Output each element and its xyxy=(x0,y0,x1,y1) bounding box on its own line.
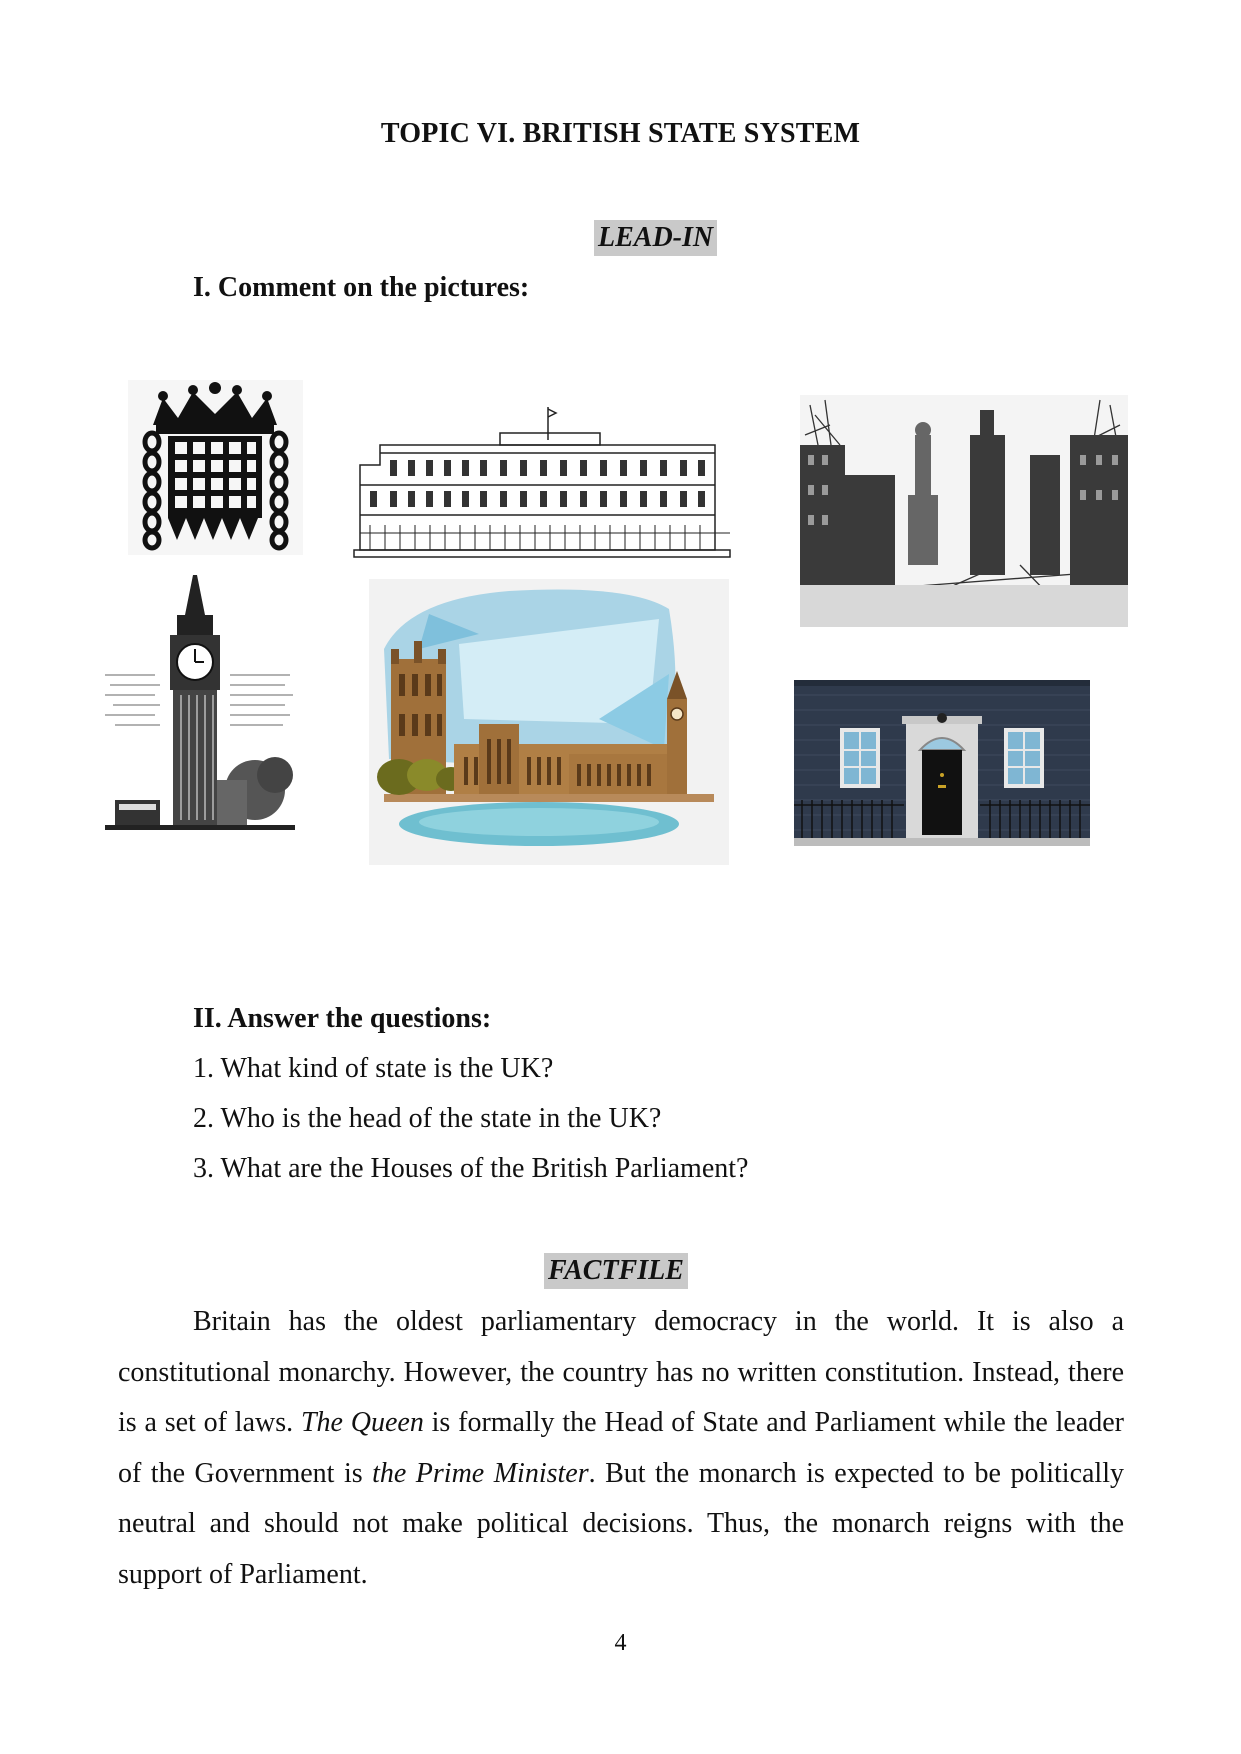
paragraph-emphasis-prime-minister: the Prime Minister xyxy=(372,1457,589,1489)
task-2-heading: II. Answer the questions: xyxy=(193,1003,492,1034)
question-1: 1. What kind of state is the UK? xyxy=(193,1053,554,1084)
portcullis-emblem-image xyxy=(128,380,303,555)
big-ben-engraving-image xyxy=(105,575,295,845)
paragraph-emphasis-queen: The Queen xyxy=(300,1407,424,1438)
whitehall-street-sketch-image xyxy=(800,395,1128,627)
paragraph-text-2: is formally the Head of State and Parliament while the leader of the Government is xyxy=(118,1407,1124,1489)
question-2: 2. Who is the head of the state in the UK? xyxy=(193,1103,662,1134)
factfile-label: FACTFILE xyxy=(544,1253,688,1289)
page-title: TOPIC VI. BRITISH STATE SYSTEM xyxy=(380,118,861,149)
paragraph-text-1: Britain has the oldest parliamentary democracy in the world. It is also a constitutional monarchy. However, the country has no written constitution. Instead, there is a set of laws. xyxy=(118,1306,1124,1438)
buckingham-palace-sketch-image xyxy=(350,405,735,560)
downing-street-door-image xyxy=(794,680,1090,846)
factfile-paragraph xyxy=(118,1297,1124,1600)
page-number: 4 xyxy=(614,1630,627,1656)
question-3: 3. What are the Houses of the British Parliament? xyxy=(193,1153,749,1184)
task-1-heading: I. Comment on the pictures: xyxy=(193,272,530,303)
houses-of-parliament-clipart-image xyxy=(369,579,729,865)
lead-in-label: LEAD-IN xyxy=(594,220,717,256)
paragraph-text-3: . But the monarch is expected to be politically neutral and should not make political decisions. Thus, the monarch reigns with the support of Parliament. xyxy=(118,1457,1124,1590)
